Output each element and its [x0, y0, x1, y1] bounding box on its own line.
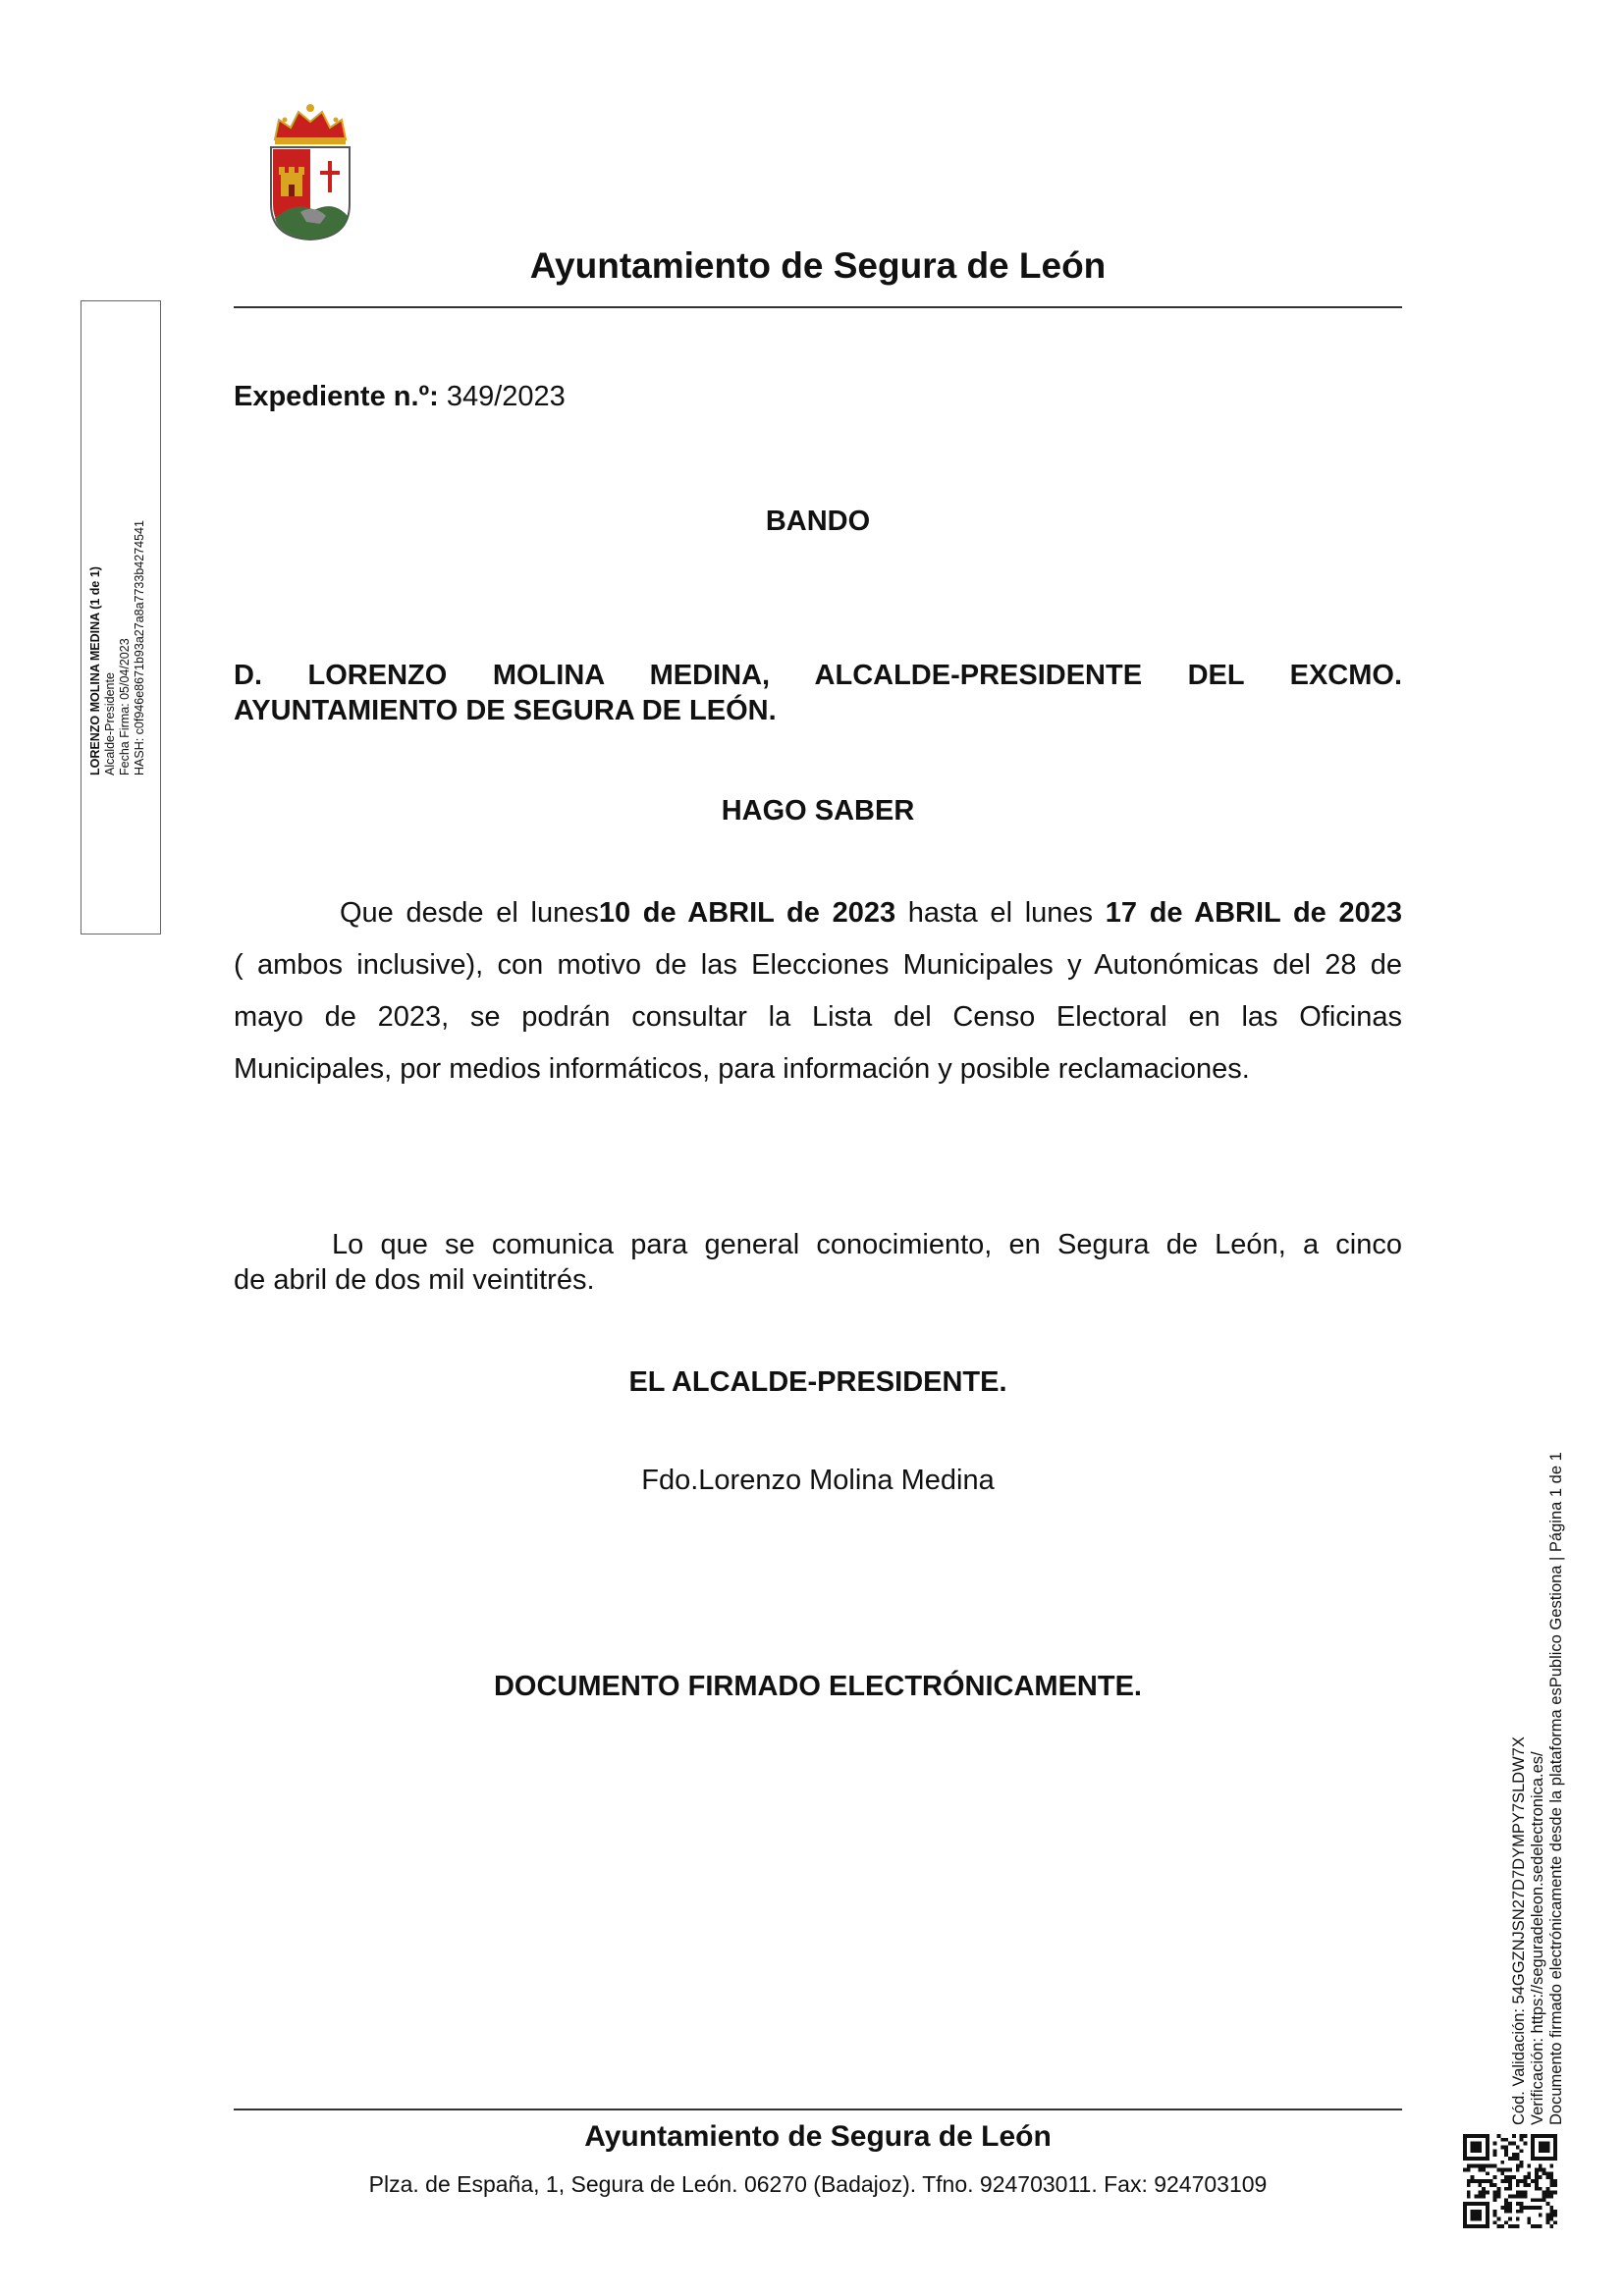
closing-line-1: Lo que se comunica para general conocimiento, en Segura de León, a cinco	[332, 1229, 1402, 1260]
footer-divider	[234, 2109, 1402, 2110]
expediente-label: Expediente n.º:	[234, 381, 439, 412]
body-text-1: Que desde el lunes	[340, 897, 599, 929]
body-line-2: ( ambos inclusive), con motivo de las Elecciones Municipales y Autonómicas del 28 de	[234, 949, 1402, 981]
electronic-signature-note: DOCUMENTO FIRMADO ELECTRÓNICAMENTE.	[493, 1671, 1142, 1702]
hago-saber-heading: HAGO SABER	[721, 795, 915, 827]
qr-code[interactable]	[1463, 2134, 1557, 2228]
body-paragraph	[234, 887, 1402, 1095]
header-divider	[234, 306, 1402, 308]
verification-text	[1510, 1452, 1566, 2125]
body-line-3: mayo de 2023, se podrán consultar la Lista del Censo Electoral en las Oficinas	[234, 1001, 1402, 1033]
closing-line-2: de abril de dos mil veintitrés.	[234, 1264, 595, 1296]
body-line-4: Municipales, por medios informáticos, para información y posible reclamaciones.	[234, 1053, 1250, 1085]
issuer-block	[234, 658, 1402, 728]
issuer-line-2: AYUNTAMIENTO DE SEGURA DE LEÓN.	[234, 695, 777, 726]
footer-title: Ayuntamiento de Segura de León	[584, 2120, 1052, 2153]
start-date: 10 de ABRIL de 2023	[598, 897, 896, 929]
footer-address: Plza. de España, 1, Segura de León. 06270 (Badajoz). Tfno. 924703011. Fax: 924703109	[368, 2171, 1268, 2197]
body-text-2: hasta el lunes	[895, 897, 1106, 929]
expediente-value: 349/2023	[446, 381, 566, 412]
signer-name: LORENZO MOLINA MEDINA (1 de 1)	[88, 566, 102, 775]
signer-name-line: Fdo.Lorenzo Molina Medina	[641, 1465, 995, 1496]
signature-hash: HASH: c0f946e8671b93a27a8a7733b4274541	[133, 520, 146, 775]
issuer-line-1: D. LORENZO MOLINA MEDINA, ALCALDE-PRESIDENTE DEL EXCMO.	[234, 660, 1402, 691]
validation-code: Cód. Validación: 54GGZNJSN27D7DYMPY7SLDW7X	[1510, 1736, 1528, 2125]
bando-heading: BANDO	[765, 506, 871, 537]
signature-text	[88, 520, 147, 775]
header-title: Ayuntamiento de Segura de León	[529, 245, 1107, 286]
closing-paragraph	[234, 1227, 1402, 1298]
expediente	[234, 381, 566, 413]
platform-note: Documento firmado electrónicamente desde la plataforma esPublico Gestiona | Página 1 de 1	[1547, 1452, 1565, 2125]
body-line-1	[234, 887, 1402, 939]
signer-title: EL ALCALDE-PRESIDENTE.	[628, 1366, 1007, 1398]
signer-role: Alcalde-Presidente	[103, 672, 117, 775]
coat-of-arms-logo	[265, 102, 355, 241]
end-date: 17 de ABRIL de 2023	[1105, 897, 1403, 929]
signature-date: Fecha Firma: 05/04/2023	[118, 638, 132, 775]
verification-url[interactable]: Verificación: https://seguradeleon.sedelectronica.es/	[1529, 1751, 1546, 2125]
